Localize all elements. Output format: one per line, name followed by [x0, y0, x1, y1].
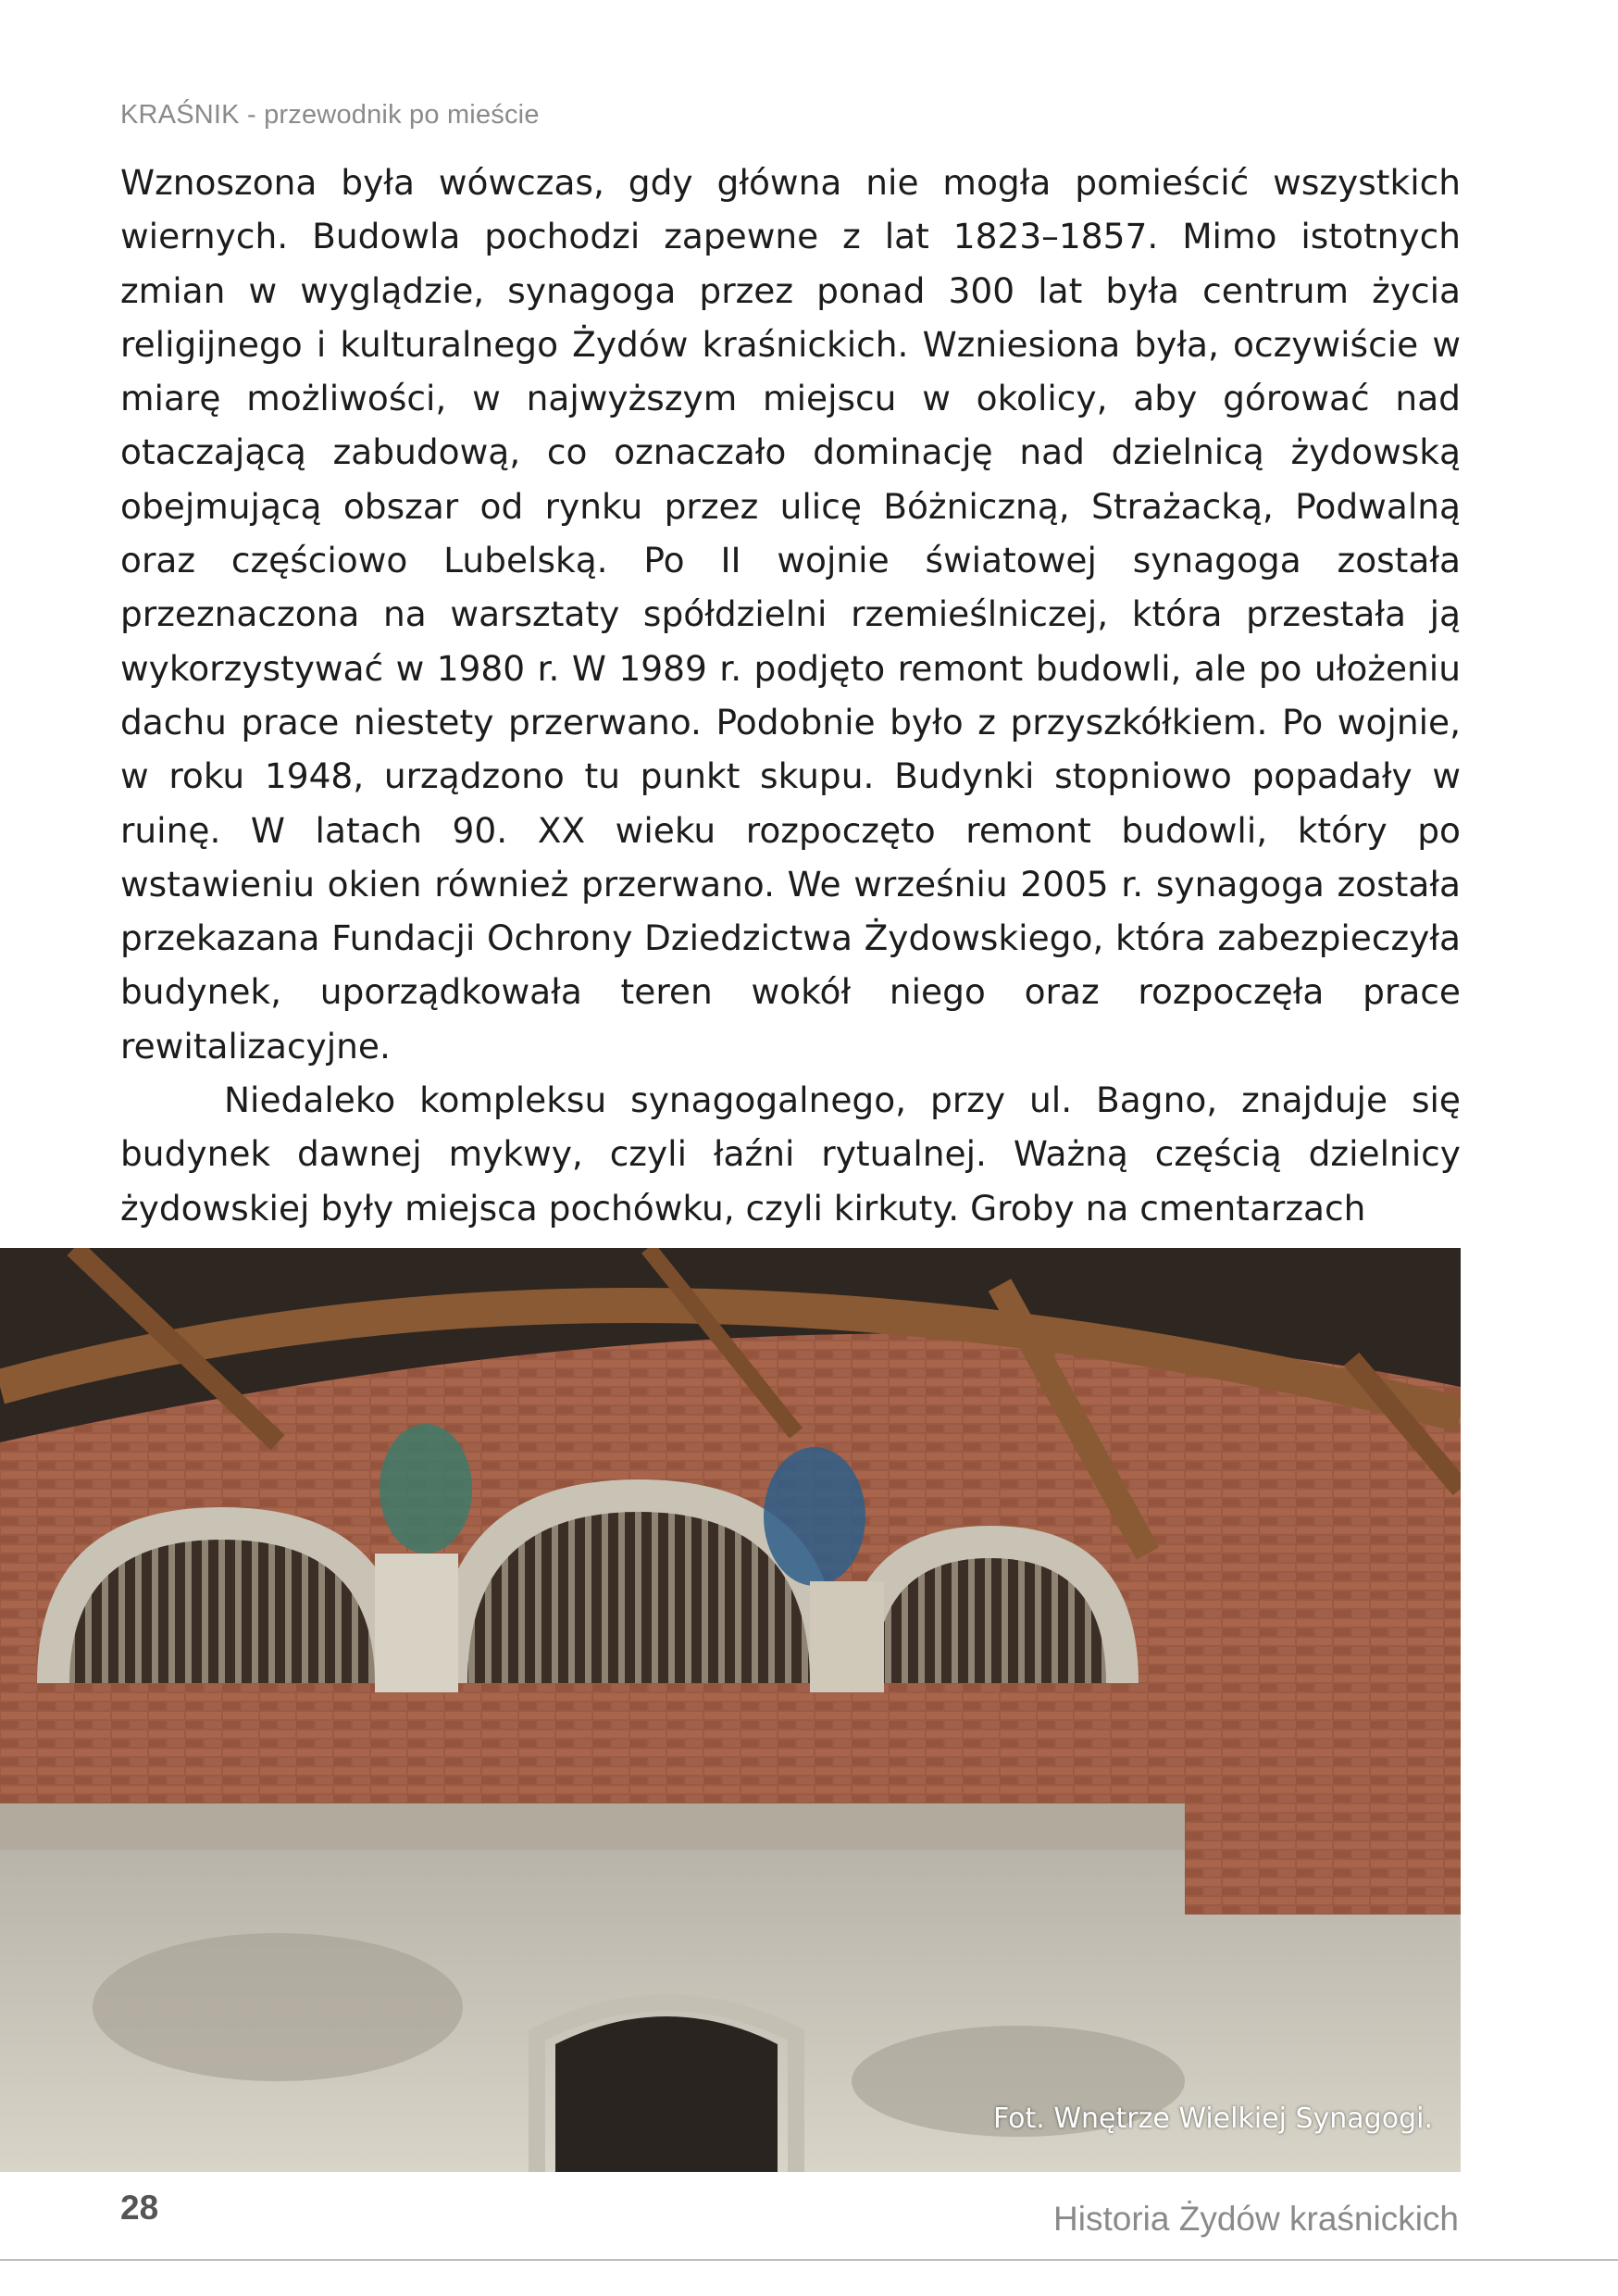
- running-header: KRAŚNIK - przewodnik po mieście: [120, 100, 540, 130]
- footer-divider: [0, 2259, 1618, 2261]
- running-footer: Historia Żydów kraśnickich: [1053, 2200, 1459, 2238]
- main-text: [120, 156, 1461, 1235]
- paragraph: Niedaleko kompleksu synagogalnego, przy ul. Bagno, znajduje się budynek dawnej mykwy, czyli łaźni rytualnej. Ważną częścią dzielnicy żydowskiej były miejsca pochówku, czyli kirkuty. Groby na cmentarzach: [120, 1079, 1461, 1229]
- page-number: 28: [120, 2189, 159, 2227]
- synagogue-interior-photo: [0, 1248, 1461, 2172]
- photo-caption: Fot. Wnętrze Wielkiej Synagogi.: [992, 2103, 1433, 2135]
- paragraph: Wznoszona była wówczas, gdy główna nie mogła pomieścić wszystkich wiernych. Budowla pochodzi zapewne z lat 1823–1857. Mimo istotnych zmian w wyglądzie, synagoga przez ponad 300 lat była centrum życia religijnego i kulturalnego Żydów kraśnickich. Wzniesiona była, oczywiście w miarę możliwości, w najwyższym miejscu w okolicy, aby górować nad otaczającą zabudową, co oznaczało dominację nad dzielnicą żydowską obejmującą obszar od rynku przez ulicę Bóżniczną, Strażacką, Podwalną oraz częściowo Lubelską. Po II wojnie światowej synagoga została przeznaczona na warsztaty spółdzielni rzemieślniczej, która przestała ją wykorzystywać w 1980 r. W 1989 r. podjęto remont budowli, ale po ułożeniu dachu prace niestety przerwano. Podobnie było z przyszkółkiem. Po wojnie, w roku 1948, urządzono tu punkt skupu. Budynki stopniowo popadały w ruinę. W latach 90. XX wieku rozpoczęto remont budowli, który po wstawieniu okien również przerwano. We wrześniu 2005 r. synagoga została przekazana Fundacji Ochrony Dziedzictwa Żydowskiego, która zabezpieczyła budynek, uporządkowała teren wokół niego oraz rozpoczęła prace rewitalizacyjne.: [120, 162, 1461, 1067]
